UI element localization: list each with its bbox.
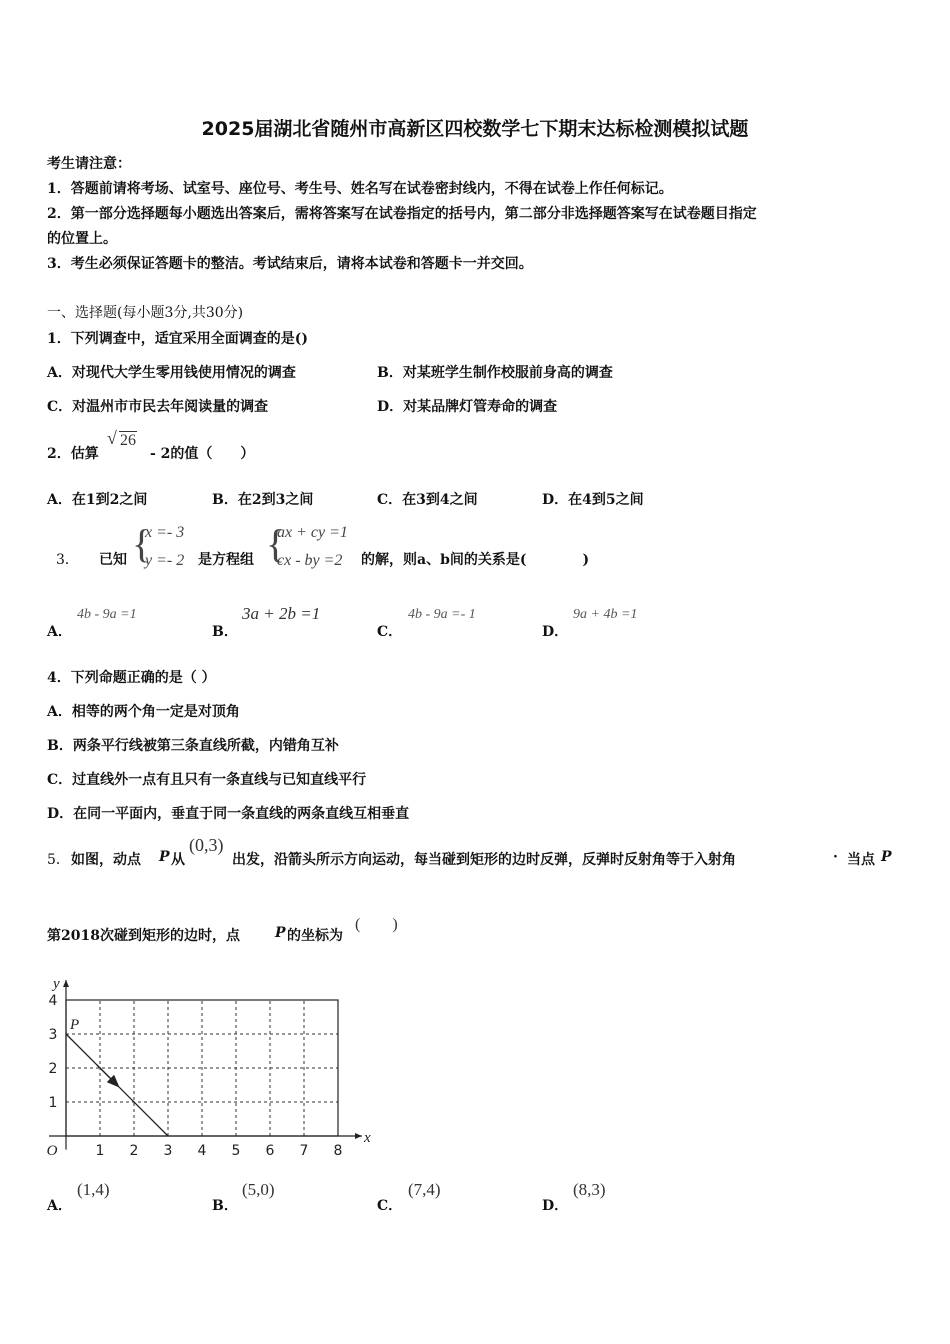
q4-option-c: C．过直线外一点有且只有一条直线与已知直线平行 [47,772,367,788]
q4-option-b: B．两条平行线被第三条直线所截，内错角互补 [47,738,339,754]
y-axis-arrow [63,980,69,987]
q4-option-a: A．相等的两个角一定是对顶角 [47,704,240,720]
x-tick-label: 5 [231,1143,241,1155]
origin-label: O [46,1143,58,1155]
q3-system-brace: { [266,521,286,566]
y-tick-label: 3 [48,1027,58,1043]
x-tick-label: 3 [163,1143,173,1155]
q5-option-b: (5,0) [242,1180,275,1199]
q5-option-d: (8,3) [573,1180,606,1199]
q2-option-c: C．在3到4之间 [377,492,478,508]
q1-option-a: A．对现代大学生零用钱使用情况的调查 [47,365,296,381]
x-tick-label: 2 [129,1143,139,1155]
q3-equation-2: cx - by =2 [277,552,343,569]
page-title: 2025届湖北省随州市高新区四校数学七下期末达标检测模拟试题 [201,118,749,140]
q5-dot: · [833,849,838,865]
q2-option-a: A．在1到2之间 [47,492,148,508]
y-axis-label: y [53,976,60,992]
point-p-label: P [70,1017,80,1033]
q3-option-a-label: A． [47,624,72,640]
q3-option-d-label: D． [542,624,569,640]
q3-option-a: 4b - 9a =1 [77,607,137,622]
notice-line-3: 3．考生必须保证答题卡的整洁。考试结束后，请将本试卷和答题卡一并交回。 [47,256,533,272]
q5-number: 5． [47,852,70,868]
q3-solution-y: y =- 2 [145,552,185,569]
q5-pre: 如图，动点 [71,852,141,868]
q1-option-c: C．对温州市市民去年阅读量的调查 [47,399,269,415]
q2-suffix: - 2的值（ ） [150,446,255,462]
q2-radicand: 26 [120,432,136,449]
x-axis-arrow [355,1133,362,1139]
q3-option-d: 9a + 4b =1 [573,607,638,622]
q5-line1-rest: 出发，沿箭头所示方向运动，每当碰到矩形的边时反弹，反弹时反射角等于入射角 [232,852,736,868]
q2-prefix: 2．估算 [47,446,99,462]
q2-radical-sign: √ [107,428,117,448]
q5-answer-paren: ( ) [355,916,398,933]
section-heading: 一、选择题(每小题3分,共30分) [47,305,244,321]
q3-number: 3． [56,552,79,568]
q3-option-b: 3a + 2b =1 [242,604,321,623]
notice-heading: 考生请注意： [47,156,131,172]
q3-solution-x: x =- 3 [145,524,185,541]
q1-option-b: B．对某班学生制作校服前身高的调查 [377,365,613,381]
q3-equation-1: ax + cy =1 [277,524,348,541]
q5-option-c-label: C． [377,1198,403,1214]
q4-stem: 4．下列命题正确的是（ ） [47,670,216,686]
q4-option-d: D．在同一平面内，垂直于同一条直线的两条直线互相垂直 [47,806,410,822]
x-tick-label: 4 [197,1143,207,1155]
q5-grid-figure [40,960,380,1155]
x-tick-label: 1 [95,1143,105,1155]
q5-start-point: (0,3) [189,835,224,855]
q5-point-p-3: P [275,925,286,941]
q3-option-c-label: C． [377,624,403,640]
q5-option-a-label: A． [47,1198,72,1214]
q3-solution-brace: { [132,521,152,566]
q5-option-b-label: B． [212,1198,238,1214]
q3-option-b-label: B． [212,624,238,640]
q5-line2-a: 第2018次碰到矩形的边时，点 [47,928,240,944]
y-tick-label: 2 [48,1061,58,1077]
x-tick-label: 6 [265,1143,275,1155]
q1-option-d: D．对某品牌灯管寿命的调查 [377,399,558,415]
q5-from: 从 [171,852,185,868]
x-tick-label: 7 [299,1143,309,1155]
q5-option-c: (7,4) [408,1180,441,1199]
q3-known: 已知 [99,552,127,568]
q3-suffix: 的解，则a、b间的关系是( ) [361,552,590,568]
q2-option-d: D．在4到5之间 [542,492,644,508]
x-axis-label: x [364,1130,371,1146]
y-tick-label: 1 [48,1095,58,1111]
q5-option-d-label: D． [542,1198,569,1214]
notice-line-1: 1．答题前请将考场、试室号、座位号、考生号、姓名写在试卷密封线内，不得在试卷上作任何标记。 [47,181,673,197]
q5-option-a: (1,4) [77,1180,110,1199]
notice-line-2b: 的位置上。 [47,231,117,247]
q3-mid: 是方程组 [198,552,254,568]
q5-line1-end: 当点 [847,852,875,868]
notice-line-2a: 2．第一部分选择题每小题选出答案后，需将答案写在试卷指定的括号内，第二部分非选择题答案写在试卷题目指定 [47,206,757,222]
q5-line2-b: 的坐标为 [287,928,343,944]
q1-stem: 1．下列调查中，适宜采用全面调查的是() [47,331,308,347]
q2-option-b: B．在2到3之间 [212,492,314,508]
x-tick-label: 8 [333,1143,343,1155]
q5-point-p-2: P [881,849,892,865]
q5-point-p: P [159,849,170,865]
q3-option-c: 4b - 9a =- 1 [408,607,476,622]
y-tick-label: 4 [48,993,58,1009]
